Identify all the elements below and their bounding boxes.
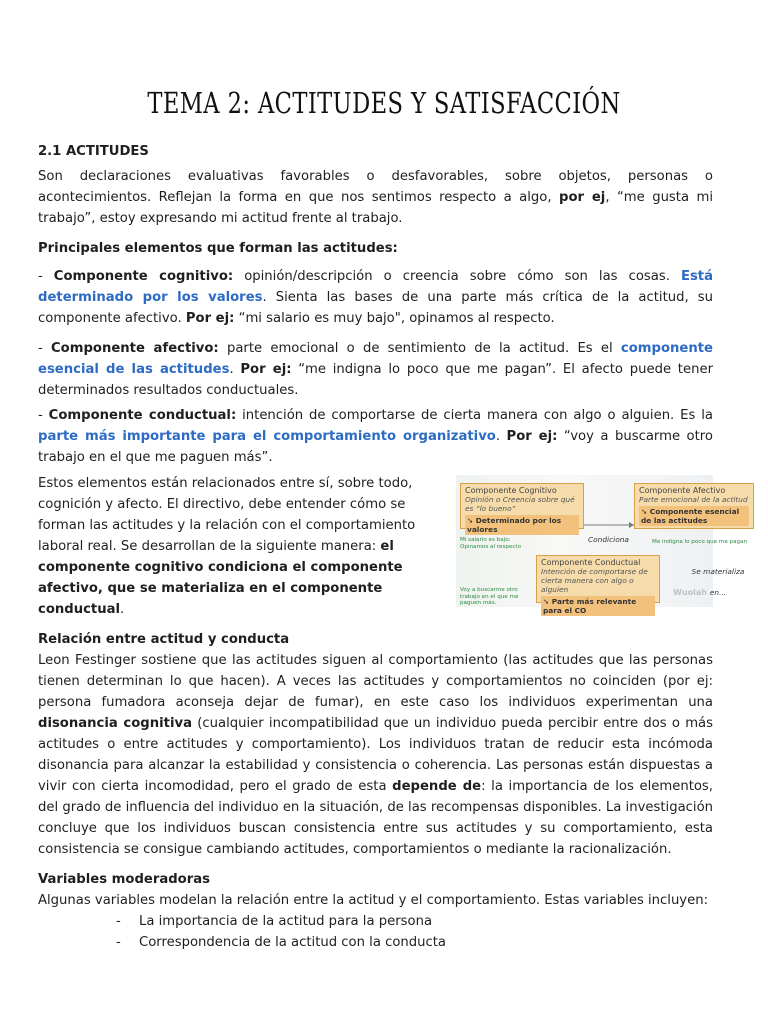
attitude-components-diagram bbox=[456, 475, 748, 615]
text-run: : la importancia de los elementos, del grado de influencia del individuo en la situación, de las recompensas disponibles. La investigación concluye que los individuos buscan consistencia entre sus actitudes y su comportamiento, esta consistencia se consigue cambiando actitudes, comportamientos o mediante la racionalización. bbox=[38, 779, 713, 857]
box-description: Intención de comportarse de cierta manera con algo o alguien bbox=[541, 567, 648, 594]
note-cognitive-example: Mi salario es bajo: Opinamos al respecto bbox=[460, 537, 522, 550]
text-run: parte emocional o de sentimiento de la actitud. Es el bbox=[218, 341, 621, 356]
relationship-block bbox=[38, 473, 748, 620]
box-description: Parte emocional de la actitud bbox=[639, 495, 748, 504]
label-materializa: Se materializa en... bbox=[691, 567, 745, 597]
text-run: “mi salario es muy bajo", opinamos al respecto. bbox=[234, 311, 555, 326]
paragraph-festinger bbox=[38, 650, 713, 860]
bold-run: Por ej: bbox=[506, 429, 558, 444]
arrow-head bbox=[629, 522, 634, 528]
box-description: Opinión o Creencia sobre qué es “lo bueno” bbox=[465, 495, 575, 513]
text-run: intención de comportarse de cierta manera con algo o alguien. Es la bbox=[236, 408, 713, 423]
note-affective-example: Me indigna lo poco que me pagan bbox=[652, 539, 748, 545]
box-tag: ➘ Parte más relevante para el CO bbox=[541, 596, 655, 616]
text-run: . bbox=[120, 602, 125, 617]
section-heading-actitudes: 2.1 ACTITUDES bbox=[38, 144, 149, 159]
text-run: . Sienta las bases de una parte más crítica de la actitud, su componente afectivo. bbox=[38, 290, 713, 326]
highlight-run: componente esencial de las actitudes bbox=[38, 341, 713, 377]
box-tag: ➘ Determinado por los valores bbox=[465, 515, 579, 535]
paragraph-relationship bbox=[38, 473, 450, 620]
bold-run: por ej bbox=[559, 190, 606, 205]
list-item: - Correspondencia de la actitud con la conducta bbox=[116, 932, 713, 953]
bold-run: disonancia cognitiva bbox=[38, 716, 192, 731]
page-title: TEMA 2: ACTITUDES Y SATISFACCIÓN bbox=[147, 86, 621, 120]
bold-run: depende de bbox=[392, 779, 482, 794]
highlight-run: parte más importante para el comportamiento organizativo bbox=[38, 429, 496, 444]
box-tag: ➘ Componente esencial de las actitudes bbox=[639, 506, 749, 526]
bold-run: el componente cognitivo condiciona el componente afectivo, que se materializa en el componente conductual bbox=[38, 539, 403, 617]
text-run: . bbox=[229, 362, 241, 377]
paragraph-behavioral bbox=[38, 405, 713, 468]
text-run: . bbox=[495, 429, 507, 444]
bold-run: Por ej: bbox=[185, 311, 235, 326]
dash: - bbox=[38, 408, 49, 423]
text-run: (cualquier incompatibilidad que un individuo pueda percibir entre dos o más actitudes o entre actitudes y comportamiento). Los individuos tratan de reducir esta incómoda disonancia para alcanzar la estabilidad y consistencia o coherencia. Las personas están dispuestas a vivir con cierta incomodidad, pero el grado de esta bbox=[38, 716, 713, 794]
box-title: Componente Conductual bbox=[541, 558, 641, 567]
paragraph-definition bbox=[38, 166, 713, 229]
bold-run: Por ej: bbox=[240, 362, 292, 377]
list-item: - La importancia de la actitud para la persona bbox=[116, 911, 713, 932]
variables-list bbox=[38, 911, 713, 953]
box-title: Componente Cognitivo bbox=[465, 486, 557, 495]
dash: - bbox=[38, 269, 54, 284]
text-run: Leon Festinger sostiene que las actitudes siguen al comportamiento (las actitudes que las personas tienen determinan lo que hacen). A veces las actitudes y comportamientos no coinciden (por ej: persona fumadora aconseja dejar de fumar), en este caso los individuos experimentan una bbox=[38, 653, 713, 710]
paragraph-cognitive bbox=[38, 266, 713, 329]
highlight-run: Está determinado por los valores bbox=[38, 269, 713, 305]
paragraph-variables-intro: Algunas variables modelan la relación entre la actitud y el comportamiento. Estas variables incluyen: bbox=[38, 893, 709, 908]
relationship-text bbox=[38, 473, 450, 620]
text-run: Estos elementos están relacionados entre sí, sobre todo, cognición y afecto. El directivo, debe entender cómo se forman las actitudes y la relación con el comportamiento laboral real. Se desarrollan de la siguiente manera: bbox=[38, 476, 416, 554]
elements-heading: Principales elementos que forman las actitudes: bbox=[38, 241, 398, 256]
label-afectivo: Componente afectivo: bbox=[50, 341, 219, 356]
text-run: , “me gusta mi trabajo”, estoy expresando mi actitud frente al trabajo. bbox=[38, 190, 713, 226]
section-heading-variables: Variables moderadoras bbox=[38, 872, 210, 887]
note-behavioral-example: Voy a buscarme otro trabajo en el que me paguen más. bbox=[460, 587, 519, 606]
dash: - bbox=[38, 341, 51, 356]
watermark-logo: Wuolah bbox=[673, 588, 707, 597]
box-title: Componente Afectivo bbox=[639, 486, 726, 495]
text-run: “voy a buscarme otro trabajo en el que me paguen más”. bbox=[38, 429, 713, 465]
text-run: Son declaraciones evaluativas favorables o desfavorables, sobre objetos, personas o acontecimientos. Reflejan la forma en que nos sentimos respecto a algo, bbox=[38, 169, 713, 205]
section-heading-relacion: Relación entre actitud y conducta bbox=[38, 632, 290, 647]
paragraph-affective bbox=[38, 338, 713, 401]
text-run: opinión/descripción o creencia sobre cómo son las cosas. bbox=[233, 269, 681, 284]
label-cognitivo: Componente cognitivo: bbox=[53, 269, 234, 284]
label-condiciona: Condiciona bbox=[588, 535, 629, 544]
text-run: “me indigna lo poco que me pagan”. El afecto puede tener determinados resultados conductuales. bbox=[38, 362, 713, 398]
label-conductual: Componente conductual: bbox=[48, 408, 237, 423]
document-body bbox=[38, 141, 748, 953]
